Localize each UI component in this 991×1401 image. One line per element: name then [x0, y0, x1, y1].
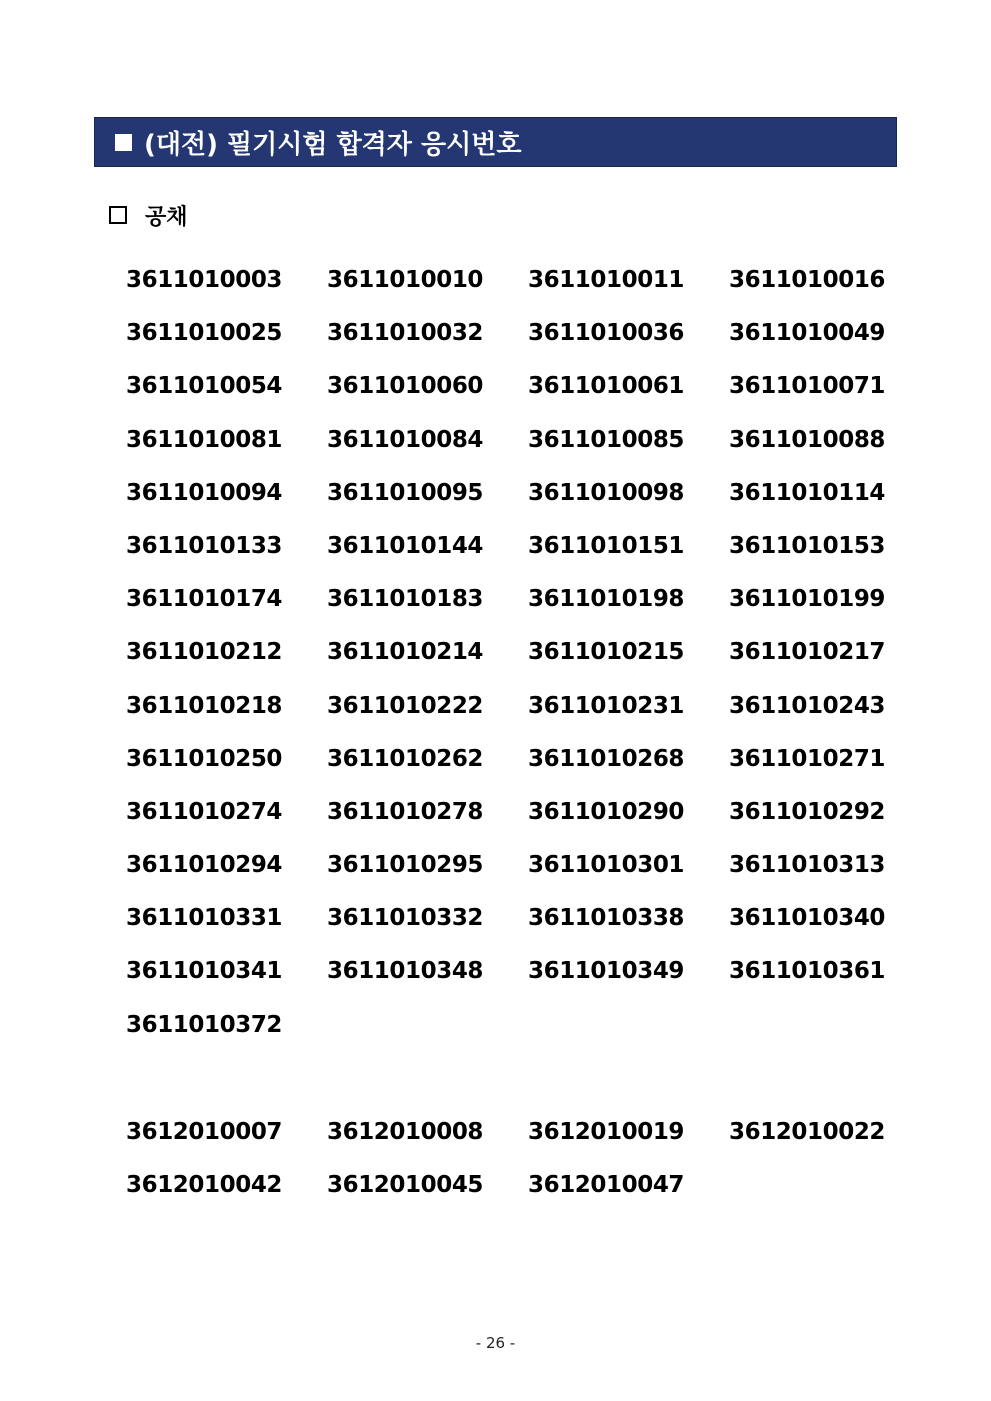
exam-number: 3611010222 [327, 692, 484, 719]
exam-number: 3611010341 [126, 958, 283, 985]
exam-number: 3611010098 [528, 479, 685, 506]
exam-number: 3611010133 [126, 532, 283, 559]
exam-number-list-group-1 [126, 266, 886, 1064]
exam-number: 3611010025 [126, 320, 283, 347]
exam-number: 3611010243 [729, 692, 886, 719]
exam-number: 3611010231 [528, 692, 685, 719]
exam-number: 3611010290 [528, 798, 685, 825]
subsection-label: 공채 [145, 204, 188, 230]
exam-number: 3611010212 [126, 639, 283, 666]
exam-number: 3611010036 [528, 320, 685, 347]
exam-number: 3612010042 [126, 1172, 283, 1199]
exam-number: 3611010049 [729, 320, 886, 347]
exam-number: 3611010332 [327, 905, 484, 932]
exam-number: 3611010340 [729, 905, 886, 932]
exam-number: 3612010022 [729, 1119, 886, 1145]
exam-number: 3611010061 [528, 373, 685, 400]
exam-number: 3611010071 [729, 373, 886, 400]
exam-number: 3611010016 [729, 267, 886, 293]
exam-number: 3611010313 [729, 852, 886, 879]
exam-number: 3611010010 [327, 267, 484, 293]
exam-number: 3612010045 [327, 1172, 484, 1199]
exam-number: 3611010054 [126, 373, 283, 400]
exam-number: 3612010047 [528, 1172, 685, 1199]
exam-number: 3611010215 [528, 639, 685, 666]
exam-number: 3611010084 [327, 426, 484, 453]
exam-number: 3611010060 [327, 373, 484, 400]
exam-number: 3611010199 [729, 586, 886, 613]
exam-number: 3611010294 [126, 852, 283, 879]
exam-number: 3611010349 [528, 958, 685, 985]
exam-number: 3611010301 [528, 852, 685, 879]
exam-number: 3611010081 [126, 426, 283, 453]
exam-number: 3611010144 [327, 532, 484, 559]
section-title-bar [94, 117, 897, 167]
exam-number: 3611010214 [327, 639, 484, 666]
page-number: - 26 - [475, 1334, 516, 1352]
exam-number: 3611010271 [729, 745, 886, 772]
subsection-heading [109, 199, 188, 231]
exam-number: 3611010361 [729, 958, 886, 985]
exam-number: 3611010153 [729, 532, 886, 559]
exam-number: 3611010095 [327, 479, 484, 506]
exam-number: 3611010094 [126, 479, 283, 506]
exam-number: 3611010011 [528, 267, 685, 293]
empty-checkbox-icon [109, 206, 127, 224]
square-bullet-icon [115, 134, 132, 151]
exam-number: 3612010019 [528, 1119, 685, 1145]
exam-number: 3611010218 [126, 692, 283, 719]
exam-number: 3611010174 [126, 586, 283, 613]
exam-number: 3611010274 [126, 798, 283, 825]
exam-number: 3611010032 [327, 320, 484, 347]
exam-number: 3611010198 [528, 586, 685, 613]
exam-number: 3611010183 [327, 586, 484, 613]
exam-number: 3612010008 [327, 1119, 484, 1145]
exam-number-list-group-2 [126, 1118, 886, 1224]
exam-number: 3611010262 [327, 745, 484, 772]
exam-number: 3611010217 [729, 639, 886, 666]
exam-number: 3611010085 [528, 426, 685, 453]
section-title: (대전) 필기시험 합격자 응시번호 [144, 129, 522, 160]
exam-number: 3611010348 [327, 958, 484, 985]
exam-number: 3611010338 [528, 905, 685, 932]
exam-number: 3611010151 [528, 532, 685, 559]
exam-number: 3611010292 [729, 798, 886, 825]
exam-number: 3611010114 [729, 479, 886, 506]
exam-number: 3611010250 [126, 745, 283, 772]
exam-number: 3611010088 [729, 426, 886, 453]
exam-number: 3611010372 [126, 1011, 283, 1038]
exam-number: 3611010331 [126, 905, 283, 932]
exam-number: 3611010295 [327, 852, 484, 879]
exam-number: 3611010278 [327, 798, 484, 825]
exam-number: 3611010268 [528, 745, 685, 772]
exam-number: 3612010007 [126, 1119, 283, 1145]
exam-number: 3611010003 [126, 267, 283, 293]
